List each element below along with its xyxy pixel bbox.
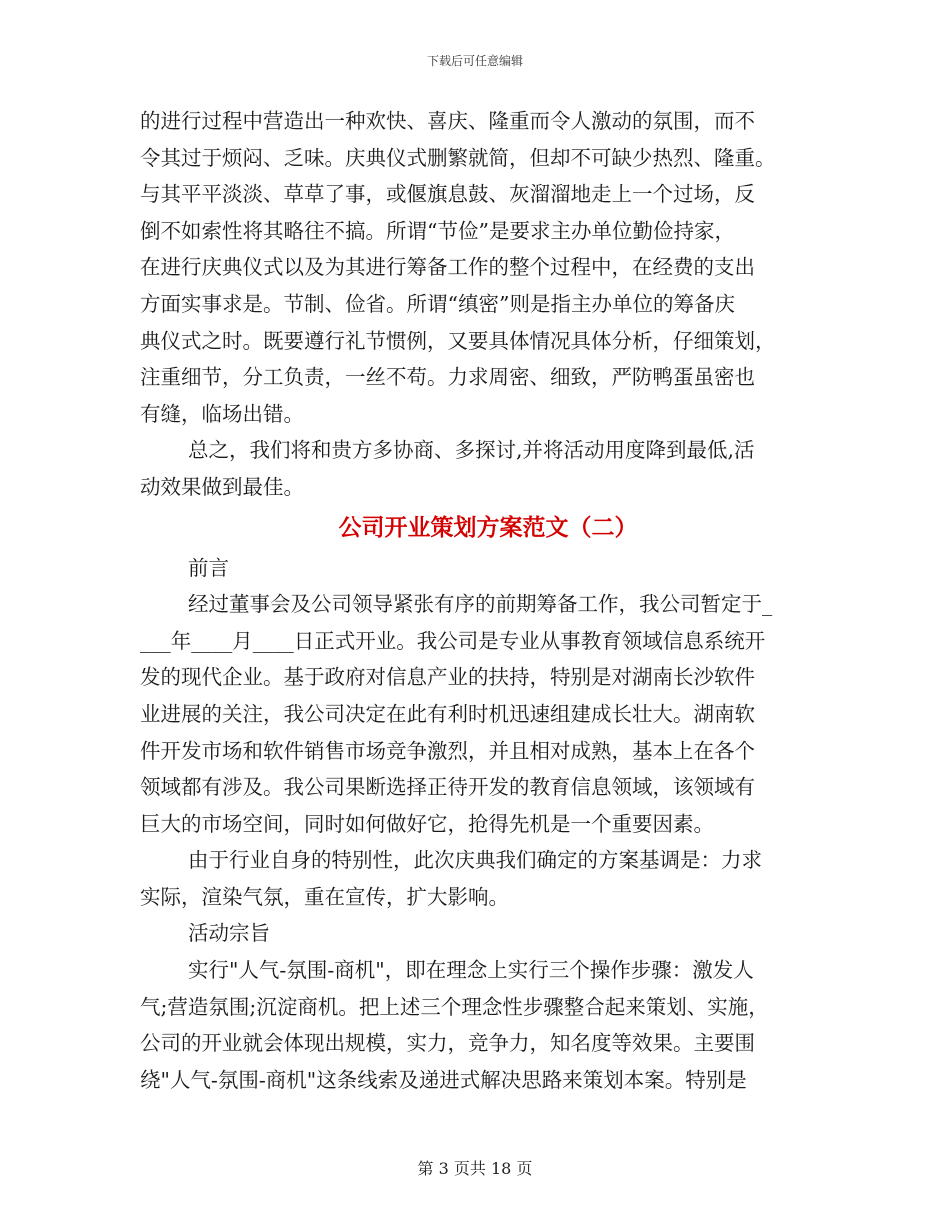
tone-line: 实际，渲染气氛，重在宣传，扩大影响。 (140, 884, 509, 909)
preface-line: 领域都有涉及。我公司果断选择正待开发的教育信息领域，该领域有 (140, 775, 755, 800)
purpose-line: 气;营造氛围;沉淀商机。把上述三个理念性步骤整合起来策划、实施， (140, 994, 769, 1019)
preface-line: 发的现代企业。基于政府对信息产业的扶持，特别是对湖南长沙软件 (140, 665, 755, 690)
preface-line: 件开发市场和软件销售市场竞争激烈，并且相对成熟，基本上在各个 (140, 738, 755, 763)
text-line: 倒不如索性将其略往不搞。所谓“节俭”是要求主办单位勤俭持家， (140, 218, 735, 243)
preface-line: ___年____月____日正式开业。我公司是专业从事教育领域信息系统开 (140, 628, 766, 653)
section-title: 公司开业策划方案范文（二） (338, 513, 638, 541)
preface-line: 巨大的市场空间，同时如何做好它，抢得先机是一个重要因素。 (140, 811, 714, 836)
summary-line: 动效果做到最佳。 (140, 474, 304, 499)
text-line: 令其过于烦闷、乏味。庆典仪式删繁就简，但却不可缺少热烈、隆重。 (140, 145, 776, 170)
preface-line: 业进展的关注，我公司决定在此有利时机迅速组建成长壮大。湖南软 (140, 701, 755, 726)
text-line: 注重细节，分工负责，一丝不苟。力求周密、细致，严防鸭蛋虽密也 (140, 365, 755, 390)
header-note: 下载后可任意编辑 (426, 54, 523, 68)
page-number: 第 3 页共 18 页 (417, 1159, 533, 1178)
text-line: 的进行过程中营造出一种欢快、喜庆、隆重而令人激动的氛围，而不 (140, 109, 755, 133)
document-body (140, 103, 820, 1098)
purpose-line: 实行"人气-氛围-商机"，即在理念上实行三个操作步骤：激发人 (188, 958, 754, 983)
text-line: 有缝，临场出错。 (140, 401, 304, 426)
preface-heading: 前言 (188, 555, 229, 580)
purpose-heading: 活动宗旨 (188, 921, 270, 946)
tone-line: 由于行业自身的特别性，此次庆典我们确定的方案基调是：力求 (188, 848, 762, 873)
text-line: 典仪式之时。既要遵行礼节惯例，又要具体情况具体分析，仔细策划， (140, 328, 776, 353)
purpose-line: 绕"人气-氛围-商机"这条线索及递进式解决思路来策划本案。特别是 (140, 1067, 747, 1092)
text-line: 在进行庆典仪式以及为其进行筹备工作的整个过程中，在经费的支出 (140, 255, 755, 280)
preface-line: 经过董事会及公司领导紧张有序的前期筹备工作，我公司暂定于_ (188, 592, 773, 617)
text-line: 与其平平淡淡、草草了事，或偃旗息鼓、灰溜溜地走上一个过场，反 (140, 182, 755, 207)
summary-line: 总之，我们将和贵方多协商、多探讨,并将活动用度降到最低,活 (188, 438, 755, 463)
purpose-line: 公司的开业就会体现出规模，实力，竞争力，知名度等效果。主要围 (140, 1031, 755, 1056)
text-line: 方面实事求是。节制、俭省。所谓“缜密”则是指主办单位的筹备庆 (140, 291, 735, 316)
